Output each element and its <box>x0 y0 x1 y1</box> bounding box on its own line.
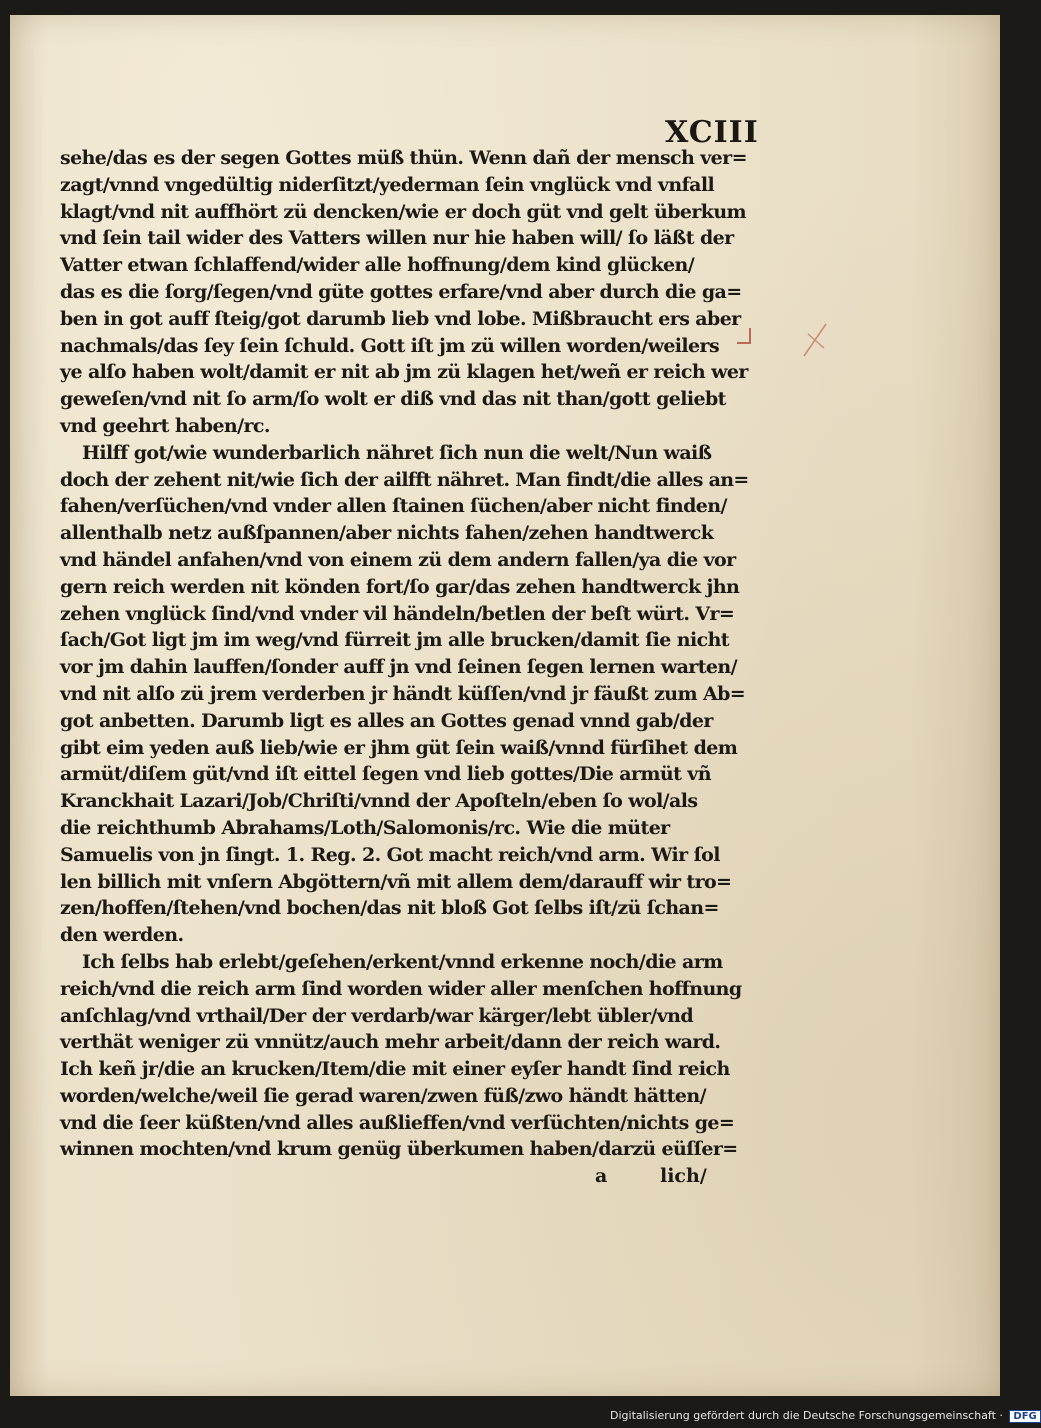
text-line: fahen/verſüchen/vnd vnder allen ſtainen ſüchen/aber nicht finden/ <box>60 495 727 518</box>
text-line: vor jm dahin lauffen/ſonder auff jn vnd ſeinen ſegen lernen warten/ <box>60 656 737 679</box>
text-line: zen/hoffen/ſtehen/vnd bochen/das nit bloß Got ſelbs iſt/zü ſchan= <box>60 897 719 920</box>
text-line: allenthalb netz außſpannen/aber nichts fahen/zehen handtwerck <box>60 522 714 545</box>
text-line: vnd ſein tail wider des Vatters willen nur hie haben will/ ſo läßt der <box>60 227 734 250</box>
text-line: ben in got auff ſteig/got darumb lieb vnd lobe. Mißbraucht ers aber <box>60 307 741 330</box>
text-line: Ich ſelbs hab erlebt/geſehen/erkent/vnnd erkenne noch/die arm <box>82 950 723 973</box>
text-line: nachmals/das ſey ſein ſchuld. Gott iſt jm zü willen worden/weilers <box>60 334 720 357</box>
text-line: worden/welche/weil ſie gerad waren/zwen füß/zwo händt hätten/ <box>60 1084 706 1107</box>
text-line: vnd nit alſo zü jrem verderben jr händt küſſen/vnd jr fäußt zum Ab= <box>60 682 746 705</box>
text-line: das es die ſorg/ſegen/vnd güte gottes erfare/vnd aber durch die ga= <box>60 280 742 303</box>
folio-number: XCIII <box>665 115 759 150</box>
text-line: Samuelis von jn ſingt. 1. Reg. 2. Got macht reich/vnd arm. Wir ſol <box>60 843 720 866</box>
text-line: gibt eim yeden auß lieb/wie er jhm güt ſein waiß/vnnd fürſihet dem <box>60 736 738 759</box>
margin-cross-mark <box>800 320 830 360</box>
text-block <box>60 145 750 1163</box>
text-line: vnd händel anfahen/vnd von einem zü dem andern fallen/ya die vor <box>60 548 736 571</box>
text-line: vnd geehrt haben/rc. <box>60 414 270 437</box>
text-line: len billich mit vnſern Abgöttern/vñ mit allem dem/darauff wir tro= <box>60 870 732 893</box>
text-line: got anbetten. Darumb ligt es alles an Gottes genad vnnd gab/der <box>60 709 713 732</box>
text-line: sehe/das es der segen Gottes müß thün. Wenn dañ der mensch ver= <box>60 147 747 169</box>
text-line: anſchlag/vnd vrthail/Der der verdarb/war kärger/lebt übler/vnd <box>60 1004 694 1027</box>
text-line: armüt/diſem güt/vnd iſt eittel ſegen vnd lieb gottes/Die armüt vñ <box>60 763 711 786</box>
text-line: klagt/vnd nit auffhört zü dencken/wie er doch güt vnd gelt überkum <box>60 200 747 223</box>
text-line: doch der zehent nit/wie ſich der ailfft nähret. Man findt/die alles an= <box>60 468 749 491</box>
text-line: geweſen/vnd nit ſo arm/ſo wolt er diß vnd das nit than/gott geliebt <box>60 388 726 411</box>
text-line: Vatter etwan ſchlaffend/wider alle hoffnung/dem kind glücken/ <box>60 254 695 277</box>
credit-text: Digitalisierung gefördert durch die Deutsche Forschungsgemeinschaft · <box>610 1409 1003 1422</box>
dfg-logo: DFG <box>1009 1410 1040 1423</box>
text-line: ſach/Got ligt jm im weg/vnd fürreit jm alle brucken/damit ſie nicht <box>60 629 729 652</box>
book-page <box>10 15 1000 1396</box>
signature-mark: a <box>595 1165 608 1187</box>
text-line: Kranckhait Lazari/Job/Chriſti/vnnd der Apoſteln/eben ſo wol/als <box>60 790 698 813</box>
digitization-credit <box>610 1409 1041 1423</box>
text-line: den werden. <box>60 924 184 947</box>
text-line: gern reich werden nit könden fort/ſo gar/das zehen handtwerck jhn <box>60 575 740 598</box>
text-line: verthät weniger zü vnnütz/auch mehr arbeit/dann der reich ward. <box>60 1031 721 1054</box>
text-line: Ich keñ jr/die an krucken/Item/die mit einer eyſer handt ſind reich <box>60 1058 730 1081</box>
text-line: vnd die ſeer küßten/vnd alles außlieffen/vnd verſüchten/nichts ge= <box>60 1111 735 1134</box>
text-line: zagt/vnnd vngedültig niderſitzt/yederman ſein vnglück vnd vnfall <box>60 173 715 196</box>
text-line: winnen mochten/vnd krum genüg überkumen haben/darzü eüſſer= <box>60 1138 738 1161</box>
text-line: reich/vnd die reich arm ſind worden wider aller menſchen hoffnung <box>60 977 742 1000</box>
text-line: die reichthumb Abrahams/Loth/Salomonis/rc. Wie die müter <box>60 816 670 839</box>
text-line: Hilff got/wie wunderbarlich nähret ſich nun die welt/Nun waiß <box>82 441 712 464</box>
text-line: zehen vnglück ſind/vnd vnder vil händeln/betlen der beſt würt. Vr= <box>60 602 735 625</box>
catchword: lich/ <box>660 1165 707 1187</box>
text-line: ye alſo haben wolt/damit er nit ab jm zü klagen het/weñ er reich wer <box>60 361 748 384</box>
